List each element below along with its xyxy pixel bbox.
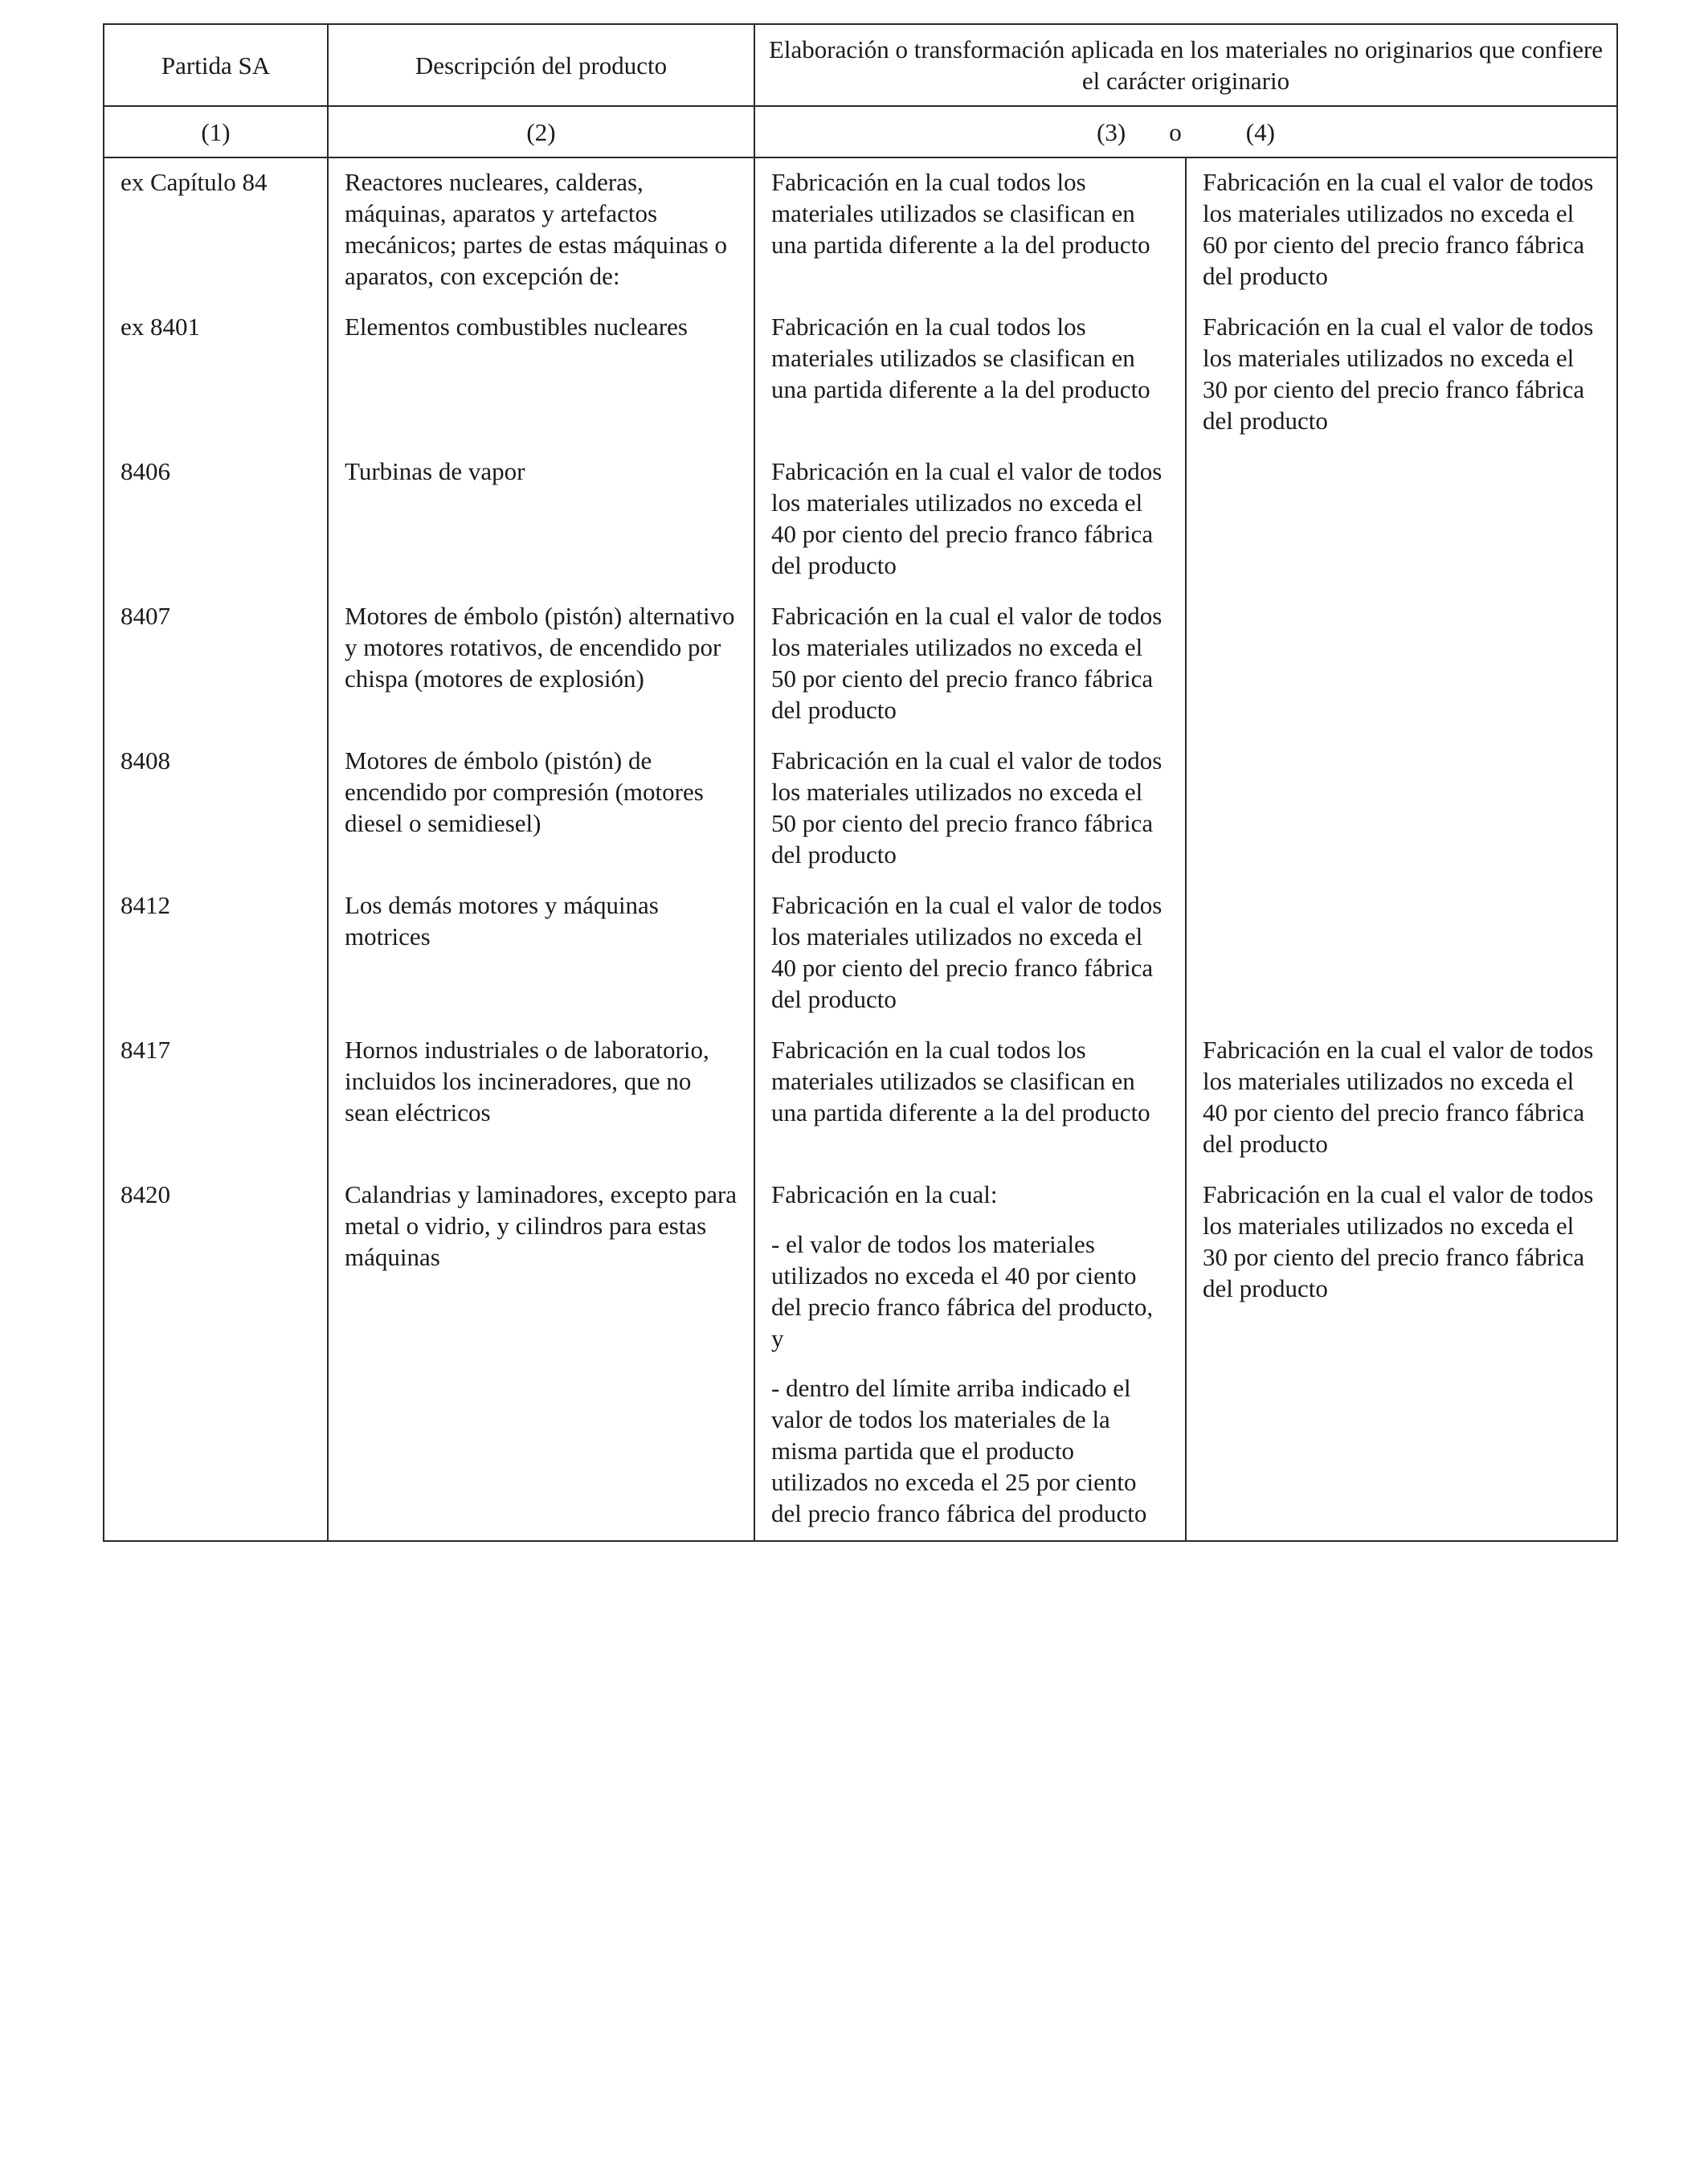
table-row [104,737,1617,881]
cell-elaboracion-3 [754,448,1186,592]
cell-elaboracion-3 [754,881,1186,1026]
cell-elaboracion-3 [754,1171,1186,1541]
cell-partida: 8407 [104,592,328,737]
cell-elaboracion-3 [754,157,1186,303]
table-body [104,157,1617,1541]
header-elaboracion: Elaboración o transformación aplicada en los materiales no originarios que confiere el carácter originario [754,24,1617,106]
cell-elaboracion-4: Fabricación en la cual el valor de todos los materiales utilizados no exceda el 40 por ciento del precio franco fábrica del producto [1186,1026,1617,1171]
table-row [104,881,1617,1026]
cell-descripcion: Calandrias y laminadores, excepto para metal o vidrio, y cilindros para estas máquinas [328,1171,754,1541]
cell-elaboracion-4 [1186,448,1617,592]
column-number-4: (4) [1245,117,1275,146]
cell-paragraph: - dentro del límite arriba indicado el valor de todos los materiales de la misma partida que el producto utilizados no exceda el 25 por ciento del precio franco fábrica del producto [771,1374,1147,1527]
column-number-3-4 [754,106,1617,157]
cell-elaboracion-4: Fabricación en la cual el valor de todos los materiales utilizados no exceda el 60 por ciento del precio franco fábrica del producto [1186,157,1617,303]
rules-of-origin-table [103,23,1618,1542]
cell-elaboracion-4: Fabricación en la cual el valor de todos los materiales utilizados no exceda el 30 por ciento del precio franco fábrica del producto [1186,1171,1617,1541]
table-row [104,157,1617,303]
cell-paragraph: Fabricación en la cual el valor de todos los materiales utilizados no exceda el 40 por ciento del precio franco fábrica del producto [771,891,1163,1013]
cell-descripcion: Turbinas de vapor [328,448,754,592]
cell-partida: 8420 [104,1171,328,1541]
cell-descripcion: Reactores nucleares, calderas, máquinas, aparatos y artefactos mecánicos; partes de estas máquinas o aparatos, con excepción de: [328,157,754,303]
cell-paragraph: Fabricación en la cual el valor de todos los materiales utilizados no exceda el 50 por ciento del precio franco fábrica del producto [771,602,1163,724]
cell-elaboracion-4 [1186,881,1617,1026]
header-partida-sa: Partida SA [104,24,328,106]
cell-descripcion: Motores de émbolo (pistón) alternativo y motores rotativos, de encendido por chispa (motores de explosión) [328,592,754,737]
table-header-row [104,24,1617,106]
column-number-or: o [1169,117,1182,146]
table-row [104,592,1617,737]
header-descripcion: Descripción del producto [328,24,754,106]
cell-elaboracion-4 [1186,737,1617,881]
column-number-1: (1) [104,106,328,157]
table-row [104,1171,1617,1541]
cell-elaboracion-4 [1186,592,1617,737]
cell-paragraph: Fabricación en la cual todos los materiales utilizados se clasifican en una partida diferente a la del producto [771,168,1150,259]
cell-descripcion: Hornos industriales o de laboratorio, incluidos los incineradores, que no sean eléctricos [328,1026,754,1171]
cell-descripcion: Los demás motores y máquinas motrices [328,881,754,1026]
column-number-2: (2) [328,106,754,157]
cell-paragraph: Fabricación en la cual todos los materiales utilizados se clasifican en una partida diferente a la del producto [771,313,1150,403]
cell-paragraph: Fabricación en la cual el valor de todos los materiales utilizados no exceda el 40 por ciento del precio franco fábrica del producto [771,457,1163,579]
cell-partida: 8408 [104,737,328,881]
cell-elaboracion-3 [754,737,1186,881]
cell-descripcion: Motores de émbolo (pistón) de encendido por compresión (motores diesel o semidiesel) [328,737,754,881]
cell-partida: ex Capítulo 84 [104,157,328,303]
cell-partida: ex 8401 [104,303,328,448]
cell-elaboracion-3 [754,1026,1186,1171]
cell-descripcion: Elementos combustibles nucleares [328,303,754,448]
table-row [104,448,1617,592]
cell-elaboracion-3 [754,303,1186,448]
cell-partida: 8412 [104,881,328,1026]
column-number-3: (3) [1097,117,1126,146]
cell-paragraph: Fabricación en la cual el valor de todos los materiales utilizados no exceda el 50 por ciento del precio franco fábrica del producto [771,746,1163,869]
cell-elaboracion-3 [754,592,1186,737]
cell-paragraph: - el valor de todos los materiales utilizados no exceda el 40 por ciento del precio franco fábrica del producto, y [771,1230,1154,1352]
cell-elaboracion-4: Fabricación en la cual el valor de todos los materiales utilizados no exceda el 30 por ciento del precio franco fábrica del producto [1186,303,1617,448]
cell-paragraph: Fabricación en la cual todos los materiales utilizados se clasifican en una partida diferente a la del producto [771,1036,1150,1126]
column-number-row [104,106,1617,157]
cell-partida: 8406 [104,448,328,592]
table-row [104,303,1617,448]
table-row [104,1026,1617,1171]
cell-partida: 8417 [104,1026,328,1171]
cell-paragraph: Fabricación en la cual: [771,1180,998,1208]
